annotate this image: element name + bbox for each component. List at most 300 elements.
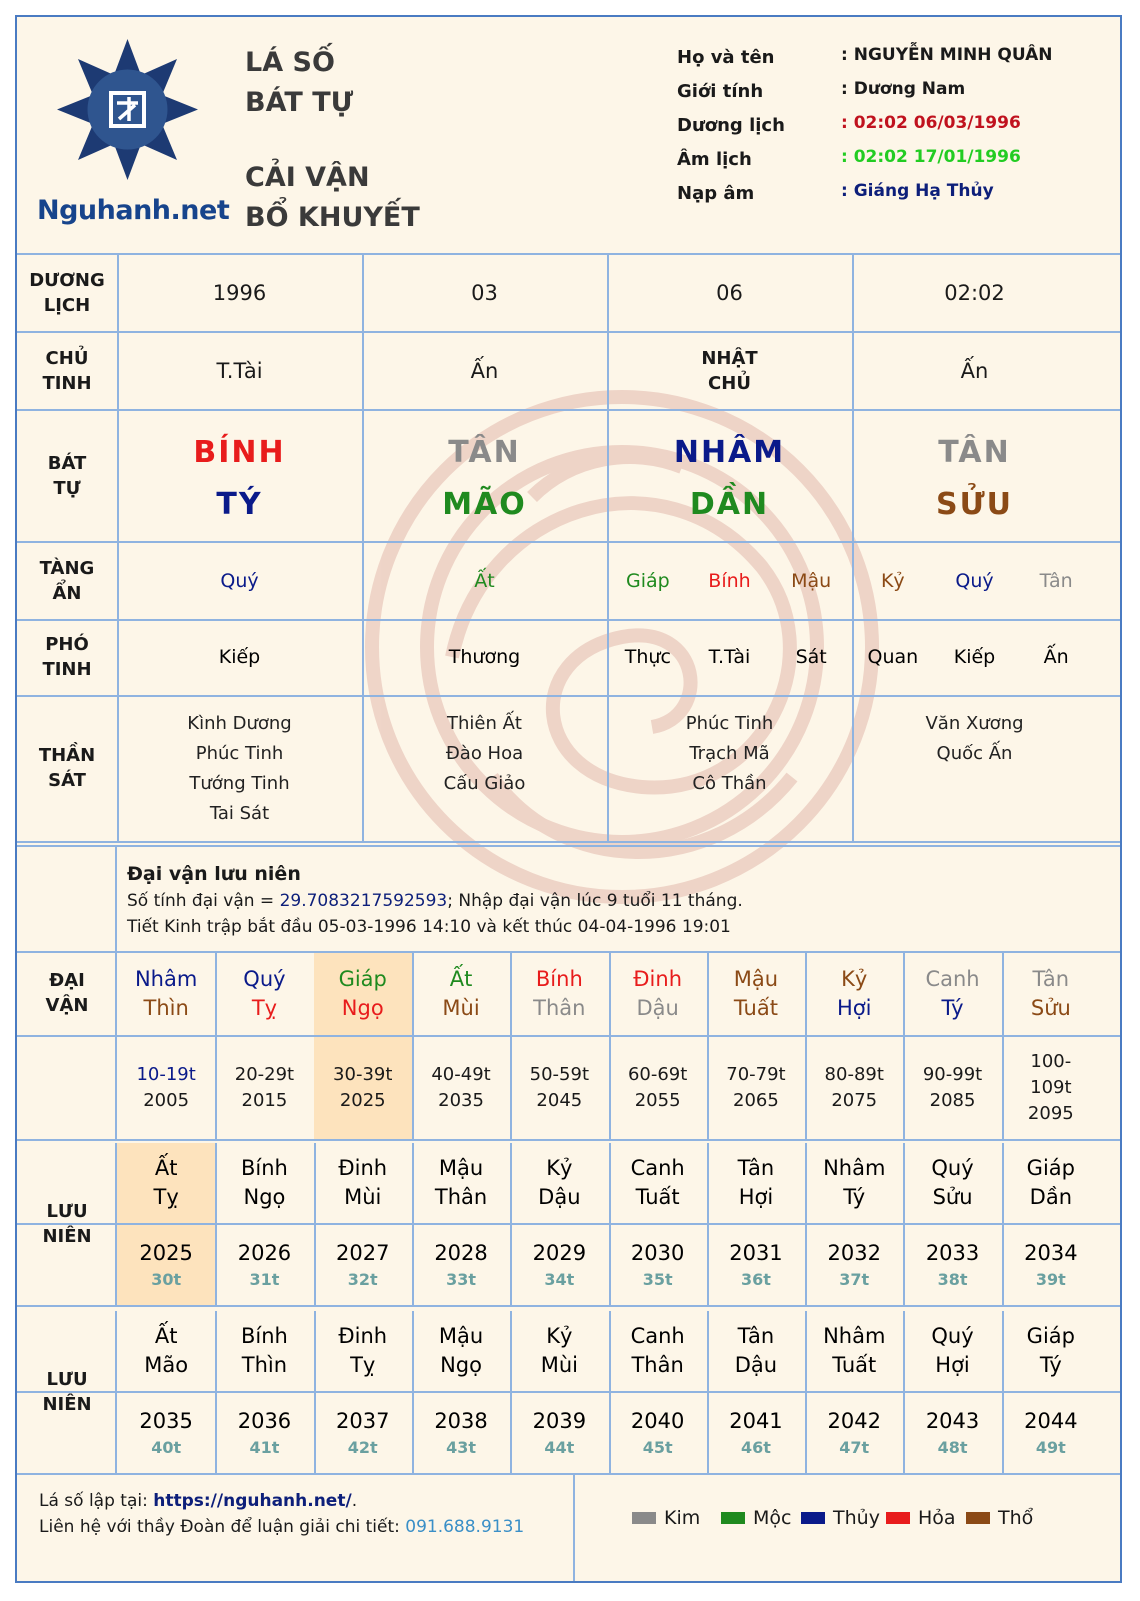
dai-van-year: 2075 [831,1090,878,1111]
row-label-dai-van [17,847,117,1139]
row-label-text: ẨN [52,583,82,604]
thien-can: NHÂM [673,434,786,470]
footer-line-1 [39,1491,357,1511]
luu-nien-age: 48t [937,1437,968,1457]
info-label: Giới tính [677,81,764,102]
row-label-chu_tinh [17,333,117,409]
luu-nien-can: Kỷ [546,1324,573,1348]
luu-nien-can: Đinh [338,1324,388,1348]
luu-nien-year-text: 2038 [434,1408,488,1433]
title-line-1: LÁ SỐ [245,47,335,78]
chu-tinh-value: T.Tài [216,359,263,383]
luu-nien-chi: Sửu [932,1185,973,1209]
dai-van-age: 70-79t [726,1064,786,1085]
luu-nien-year [510,1225,608,1305]
luu-nien-age: 49t [1035,1437,1066,1457]
luu-nien-age: 37t [839,1269,870,1289]
info-value: : Dương Nam [841,79,966,99]
tang-an-value: Quý [220,570,259,592]
thien-can: TÂN [448,434,521,470]
luu-nien-can-chi [412,1311,510,1391]
luu-nien-chi: Mùi [540,1353,578,1377]
dai-van-can: Tân [1032,967,1070,991]
luu-nien-year [314,1393,412,1473]
header [17,17,1120,253]
luu-nien-year [1002,1393,1100,1473]
than-sat-item: Trạch Mã [689,743,770,764]
than-sat-item: Văn Xương [925,713,1024,734]
than-sat-item: Đào Hoa [445,743,524,764]
luu-nien-chi: Tuất [832,1353,877,1377]
legend-swatch [632,1512,656,1524]
dai-van-info-1 [127,891,743,911]
luu-nien-age: 42t [347,1437,378,1457]
luu-nien-can-chi [117,1311,215,1391]
dai-van-year: 2005 [143,1090,190,1111]
luu-nien-year [412,1393,510,1473]
dai-van-age-year [805,1037,903,1139]
dai-van-year: 2085 [929,1090,976,1111]
dai-van-can: Ất [449,967,473,991]
luu-nien-chi: Ngọ [243,1185,286,1209]
legend-item [886,1507,956,1529]
dai-van-year: 2025 [339,1090,386,1111]
contact-prefix: Liên hệ với thầy Đoàn để luận giải chi tiết: [39,1517,406,1537]
luu-nien-can: Bính [241,1324,288,1348]
tang-an-value: Ất [474,570,495,592]
luu-nien-can-chi [1002,1143,1100,1223]
luu-nien-year-text: 2029 [532,1240,587,1265]
luu-nien-can: Bính [241,1156,288,1180]
luu-nien-year-text: 2037 [336,1408,390,1433]
luu-nien-year [412,1225,510,1305]
luu-nien-chi: Hợi [935,1353,970,1377]
than-sat-item: Phúc Tinh [195,743,284,764]
luu-nien-can: Canh [630,1324,685,1348]
row-label-text: PHÓ [45,634,89,655]
than-sat-item: Tai Sát [209,803,270,824]
dai-van-text: Số tính đại vận = [127,891,280,911]
row-label-text: LƯU [46,1201,88,1222]
row-label-text: BÁT [47,453,87,474]
row-label-text: CHỦ [45,348,89,369]
dai-van-year: 2045 [536,1090,583,1111]
row-label-text: VẬN [45,995,89,1016]
luu-nien-can-chi [412,1143,510,1223]
luu-nien-year [215,1393,313,1473]
luu-nien-can-chi [707,1311,805,1391]
luu-nien-year [117,1393,215,1473]
row-label-text: DƯƠNG [29,270,105,291]
row-label-text: TINH [42,659,92,680]
info-value: : Giáng Hạ Thủy [841,181,994,201]
dai-van-can: Đinh [633,967,683,991]
row-label-text: TÀNG [39,558,95,579]
luu-nien-can: Ất [154,1324,178,1348]
dai-van-year: 2015 [241,1090,288,1111]
dai-van-age-year [609,1037,707,1139]
luu-nien-chi: Tỵ [350,1353,376,1377]
luu-nien-year [609,1393,707,1473]
luu-nien-age: 32t [347,1269,378,1289]
than-sat-item: Tướng Tinh [189,773,290,794]
luu-nien-chi: Dần [1029,1185,1073,1209]
dai-van-can: Bính [535,967,583,991]
luu-nien-year [117,1225,215,1305]
dai-van-can-chi [314,953,412,1035]
chu-tinh-value: Ấn [960,359,989,383]
than-sat-item: Thiên Ất [447,713,522,734]
luu-nien-year-text: 2040 [630,1408,685,1433]
tang-an-value: Bính [708,570,751,592]
thien-can: TÂN [938,434,1011,470]
tang-an-value: Kỷ [880,570,905,592]
luu-nien-year-text: 2035 [139,1408,193,1433]
legend-label: Mộc [753,1507,792,1529]
dai-van-can-chi [1002,953,1100,1035]
divider [17,1473,1120,1475]
luu-nien-can-chi [510,1143,608,1223]
legend-label: Thủy [833,1507,880,1529]
luu-nien-year [805,1225,903,1305]
row-label-text: LỊCH [43,295,91,316]
luu-nien-age: 31t [249,1269,280,1289]
luu-nien-can-chi [314,1143,412,1223]
dai-van-chi: Mùi [442,996,480,1020]
dai-van-info-2: Tiết Kinh trập bắt đầu 05-03-1996 14:10 và kết thúc 04-04-1996 19:01 [127,917,731,937]
luu-nien-can-chi [117,1143,215,1223]
luu-nien-age: 34t [544,1269,575,1289]
title-line-2: BÁT TỰ [245,87,354,118]
dai-van-chi: Hợi [837,996,872,1020]
than-sat-item: Kình Dương [187,713,292,734]
dai-van-text: ; Nhập đại vận lúc 9 tuổi 11 tháng. [447,891,743,911]
tang-an-value: Quý [955,570,994,592]
dai-van-age: 80-89t [824,1064,884,1085]
luu-nien-age: 43t [446,1437,476,1457]
dai-van-can: Quý [243,967,286,991]
luu-nien-age: 41t [249,1437,280,1457]
luu-nien-year-text: 2028 [434,1240,488,1265]
dai-van-chi: Tý [941,996,964,1020]
nhat-chu-text: NHẬT [701,348,758,369]
luu-nien-year-text: 2031 [729,1240,783,1265]
dai-van-chi: Tỵ [251,996,278,1020]
luu-nien-chi: Hợi [738,1185,774,1209]
luu-nien-year [805,1393,903,1473]
dai-van-chi: Dậu [636,996,679,1020]
luu-nien-chi: Ngọ [440,1353,482,1377]
luu-nien-chi: Thìn [241,1353,288,1377]
luu-nien-chi: Dậu [734,1353,778,1377]
chu-tinh-value: Ấn [470,359,499,383]
luu-nien-chi: Thân [434,1185,488,1209]
info-label: Họ và tên [677,47,775,68]
than-sat-item: Cấu Giảo [443,773,526,794]
luu-nien-can: Nhâm [823,1156,886,1180]
luu-nien-year [215,1225,313,1305]
luu-nien-age: 38t [937,1269,968,1289]
footer-line-2 [39,1517,524,1537]
row-label-duong_lich [17,255,117,331]
tang-an-value: Giáp [625,570,670,592]
chart-page [15,15,1122,1583]
legend-label: Hỏa [918,1507,956,1529]
dai-van-can: Nhâm [134,967,198,991]
dai-van-age: 109t [1030,1077,1072,1098]
luu-nien-chi: Tuất [635,1185,680,1209]
dia-chi: MÃO [442,486,527,522]
pho-tinh-value: Sát [795,646,827,668]
dai-van-age: 90-99t [922,1064,983,1085]
legend-label: Kim [664,1507,701,1529]
luu-nien-age: 33t [446,1269,476,1289]
chu-tinh-value [607,333,852,409]
info-value: : 02:02 06/03/1996 [841,113,1021,133]
legend-label: Thổ [998,1507,1034,1529]
dai-van-age-year [1002,1037,1100,1139]
title-line-4: BỔ KHUYẾT [245,202,420,233]
luu-nien-can-chi [903,1311,1001,1391]
divider [17,845,1120,847]
dai-van-age: 50-59t [529,1064,590,1085]
than-sat-item: Cô Thần [692,773,767,794]
dai-van-can-chi [805,953,903,1035]
dai-van-year: 2065 [733,1090,779,1111]
luu-nien-year-text: 2043 [925,1408,980,1433]
dai-van-chi: Thân [533,996,586,1020]
luu-nien-can-chi [805,1143,903,1223]
star-logo-icon [55,37,200,182]
dia-chi: TÝ [216,486,263,522]
luu-nien-can: Tân [737,1156,775,1180]
row-label-text: NIÊN [42,1226,92,1247]
info-label: Nạp âm [677,183,755,204]
divider [17,1139,1120,1141]
dai-van-year: 2055 [634,1090,681,1111]
duong-lich-value: 03 [471,281,498,305]
luu-nien-can: Mậu [438,1156,484,1180]
row-label-text: LƯU [46,1369,88,1390]
luu-nien-can: Quý [931,1324,974,1348]
luu-nien-age: 40t [151,1437,182,1457]
luu-nien-age: 36t [740,1269,771,1289]
dai-van-chi: Tuất [733,996,778,1020]
pho-tinh-value: Kiếp [953,646,996,668]
luu-nien-chi: Tý [1039,1353,1062,1377]
luu-nien-can-chi [314,1311,412,1391]
luu-nien-year [1002,1225,1100,1305]
luu-nien-year-text: 2026 [237,1240,292,1265]
row-label-pho_tinh [17,619,117,695]
luu-nien-can: Mậu [438,1324,484,1348]
dai-van-year: 2035 [438,1090,484,1111]
luu-nien-can-chi [1002,1311,1100,1391]
luu-nien-can: Quý [931,1156,974,1180]
footer-suffix: . [351,1491,358,1511]
phone-number[interactable]: 091.688.9131 [405,1517,525,1537]
dai-van-chi: Thìn [143,996,189,1020]
than-sat-list [362,695,607,841]
divider [17,1305,1120,1307]
tang-an-value: Mậu [791,570,832,592]
brand-name: Nguhanh.net [37,195,230,226]
site-link[interactable]: https://nguhanh.net/ [153,1491,352,1511]
dai-van-year: 2095 [1027,1103,1074,1124]
title-line-3: CẢI VẬN [245,162,370,193]
info-label: Âm lịch [677,149,752,170]
luu-nien-year-text: 2025 [139,1240,193,1265]
row-label-text: SÁT [48,770,86,791]
row-label-than_sat [17,695,117,841]
luu-nien-can: Tân [737,1324,775,1348]
legend-item [801,1507,880,1529]
luu-nien-chi: Tỵ [153,1185,179,1209]
luu-nien-year-text: 2030 [630,1240,685,1265]
than-sat-item: Phúc Tinh [685,713,774,734]
luu-nien-year-text: 2044 [1024,1408,1078,1433]
dai-van-age-year [117,1037,215,1139]
legend-item [966,1507,1033,1529]
luu-nien-can: Giáp [1026,1156,1075,1180]
luu-nien-age: 30t [151,1269,182,1289]
luu-nien-can-chi [510,1311,608,1391]
dai-van-age: 20-29t [234,1064,295,1085]
pho-tinh-value: Quan [867,646,919,668]
luu-nien-age: 45t [642,1437,673,1457]
luu-nien-year-text: 2041 [729,1408,783,1433]
luu-nien-year-text: 2034 [1024,1240,1078,1265]
info-value: : 02:02 17/01/1996 [841,147,1021,167]
row-label-tang_an [17,543,117,619]
luu-nien-year-text: 2039 [532,1408,587,1433]
luu-nien-year-text: 2042 [827,1408,881,1433]
row-label-text: THẦN [38,745,96,766]
luu-nien-year [510,1393,608,1473]
luu-nien-year [609,1225,707,1305]
dai-van-heading: Đại vận lưu niên [127,863,301,885]
dai-van-age: 10-19t [136,1064,196,1085]
row-label-text: TỰ [53,478,81,499]
dai-van-age: 40-49t [431,1064,491,1085]
legend-swatch [966,1512,990,1524]
luu-nien-can-chi [215,1311,313,1391]
pho-tinh-value: Ấn [1043,646,1069,668]
luu-nien-year [707,1393,805,1473]
duong-lich-value: 02:02 [944,281,1005,305]
dai-van-can-chi [903,953,1001,1035]
luu-nien-age: 47t [839,1437,870,1457]
dai-van-age-year [215,1037,313,1139]
luu-nien-can: Giáp [1026,1324,1075,1348]
luu-nien-year-text: 2036 [237,1408,292,1433]
dai-van-can-chi [117,953,215,1035]
pho-tinh-value: Thương [448,646,521,668]
luu-nien-age: 39t [1035,1269,1066,1289]
dai-van-age: 100- [1030,1051,1072,1072]
luu-nien-chi: Thân [631,1353,684,1377]
than-sat-list [607,695,852,841]
dai-van-can-chi [412,953,510,1035]
nhat-chu-text: CHỦ [708,373,751,394]
luu-nien-age: 46t [740,1437,771,1457]
luu-nien-age: 44t [544,1437,575,1457]
dai-van-can: Canh [925,967,980,991]
info-value: : NGUYỄN MINH QUÂN [841,45,1053,65]
luu-nien-chi: Tý [843,1185,866,1209]
luu-nien-can: Canh [630,1156,685,1180]
luu-nien-year [903,1393,1001,1473]
luu-nien-year-text: 2027 [336,1240,390,1265]
legend-item [632,1507,700,1529]
info-label: Dương lịch [677,115,785,136]
dai-van-age-year [903,1037,1001,1139]
luu-nien-year-text: 2032 [827,1240,881,1265]
luu-nien-can-chi [707,1143,805,1223]
dai-van-can-chi [215,953,313,1035]
pho-tinh-value: Thực [624,646,671,668]
dai-van-can: Mậu [733,967,779,991]
legend-swatch [886,1512,910,1524]
luu-nien-chi: Dậu [538,1185,581,1209]
footer-prefix: Lá số lập tại: [39,1491,154,1511]
thien-can: BÍNH [193,434,286,470]
luu-nien-year-text: 2033 [925,1240,980,1265]
luu-nien-can-chi [903,1143,1001,1223]
legend-swatch [801,1512,825,1524]
tang-an-value: Tân [1039,570,1073,592]
than-sat-list [117,695,362,841]
duong-lich-value: 1996 [212,281,267,305]
divider [17,409,1120,411]
divider [17,841,1120,843]
luu-nien-year [707,1225,805,1305]
dai-van-age: 30-39t [333,1064,393,1085]
duong-lich-value: 06 [716,281,743,305]
dai-van-can: Kỷ [841,967,868,991]
dai-van-age-year [314,1037,412,1139]
luu-nien-can: Nhâm [823,1324,886,1348]
row-label-bat_tu [17,411,117,541]
legend-item [721,1507,791,1529]
than-sat-list [852,695,1097,841]
dai-van-can-chi [510,953,608,1035]
luu-nien-can: Đinh [338,1156,388,1180]
luu-nien-can: Kỷ [546,1156,573,1180]
than-sat-item: Quốc Ấn [936,743,1013,764]
legend-swatch [721,1512,745,1524]
dai-van-age: 60-69t [627,1064,688,1085]
dai-van-can-chi [609,953,707,1035]
luu-nien-can-chi [215,1143,313,1223]
pho-tinh-value: T.Tài [708,646,751,668]
pho-tinh-value: Kiếp [218,646,261,668]
luu-nien-year [314,1225,412,1305]
luu-nien-can-chi [805,1311,903,1391]
dai-van-age-year [510,1037,608,1139]
dai-van-age-year [412,1037,510,1139]
luu-nien-can-chi [609,1143,707,1223]
row-label-text: TINH [42,373,92,394]
luu-nien-can-chi [609,1311,707,1391]
dai-van-number: 29.7083217592593 [279,891,448,911]
luu-nien-age: 35t [642,1269,673,1289]
dai-van-chi: Sửu [1030,996,1071,1020]
luu-nien-chi: Mùi [344,1185,382,1209]
divider [573,1475,575,1583]
dia-chi: DẦN [689,486,770,522]
dia-chi: SỬU [935,486,1014,522]
